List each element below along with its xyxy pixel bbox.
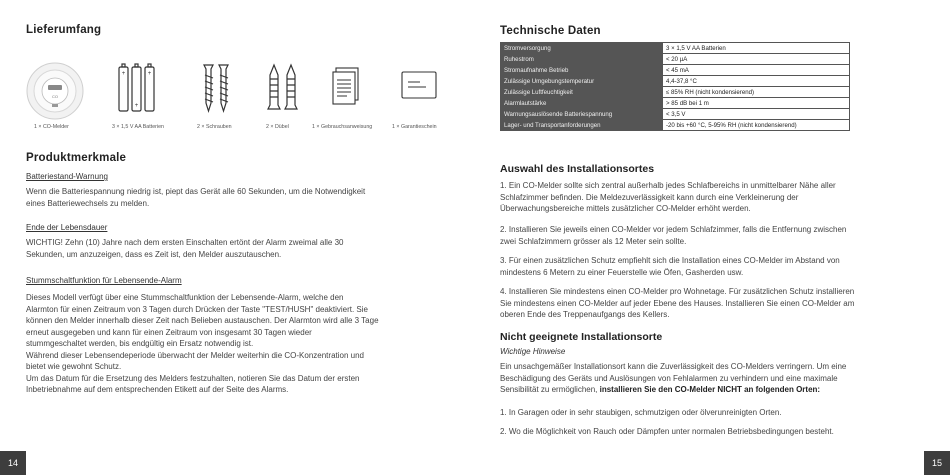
features-title: Produktmerkmale (26, 152, 127, 164)
right-page (475, 0, 950, 475)
caption-batteries: 3 × 1,5 V AA Batterien (112, 124, 164, 130)
package-contents-captions (22, 124, 462, 134)
location-item-3: 3. Für einen zusätzlichen Schutz empfiehlt sich die Installation eines CO-Melder im Abstand von mindestens 6 Metern zu einer Feuerstelle wie Öfen, Gasherden usw. (500, 256, 840, 277)
tech-row-label: Zulässige Umgebungstemperatur (501, 76, 663, 87)
tech-row-label: Zulässige Luftfeuchtigkeit (501, 87, 663, 98)
tech-row (501, 109, 850, 120)
location-item-1: 1. Ein CO-Melder sollte sich zentral außerhalb jedes Schlafbereichs in unmittelbarer Nähe aller Schlafzimmer befinden. Die Meldezuverlässigkeit kann durch eine Verkleinerung der Überwachungsbereiche mittels zusätzlicher CO-Melder erhöht werden. (500, 181, 836, 213)
package-contents-icons (22, 58, 452, 128)
page-number-right: 15 (924, 451, 950, 475)
warranty-card-icon (400, 70, 440, 102)
wall-plugs-icon (266, 63, 300, 115)
caption-wall-plugs: 2 × Dübel (266, 124, 289, 130)
tech-row-label: Ruhestrom (501, 54, 663, 65)
tech-row-value: < 3,5 V (663, 109, 850, 120)
svg-text:+: + (147, 71, 152, 77)
caption-co-detector: 1 × CO-Melder (34, 124, 69, 130)
tech-row-label: Warnungsauslösende Batteriespannung (501, 109, 663, 120)
tech-row (501, 65, 850, 76)
unsuitable-title: Nicht geeignete Installationsorte (500, 331, 663, 343)
tech-row (501, 54, 850, 65)
end-of-life-title: Ende der Lebensdauer (26, 223, 108, 232)
tech-row (501, 43, 850, 54)
svg-text:+: + (134, 103, 139, 109)
notes-text-regular: Ein unsachgemäßer Installationsort kann die Zuverlässigkeit des CO-Melders verringern. Um eine Beschädigung des Geräts und Auslösungen von Fehlalarmen zu verhindern und eine maximale Sensibilität zu ermöglichen, (500, 362, 847, 394)
screws-icon (202, 63, 232, 115)
end-of-life-text: WICHTIG! Zehn (10) Jahre nach dem ersten Einschalten ertönt der Alarm zweimal alle 30 Sekunden, um anzuzeigen, dass es Zeit ist, den Melder auszutauschen. (26, 238, 344, 259)
location-item-4: 4. Installieren Sie mindestens einen CO-Melder pro Wohnetage. Für zusätzlichen Schutz installieren Sie mindestens einen CO-Melder auf jeder Ebene des Hauses. Installieren Sie einen CO-Melder am oberen Ende des Treppenaufgangs des Kellers. (500, 287, 855, 319)
unsuitable-item-1: 1. In Garagen oder in sehr staubigen, schmutzigen oder ölverunreinigten Orten. (500, 408, 782, 417)
unsuitable-item-2: 2. Wo die Möglichkeit von Rauch oder Dämpfen unter normalen Betriebsbedingungen besteht. (500, 427, 834, 436)
notes-text (500, 361, 940, 396)
mute-function-title: Stummschaltfunktion für Lebensende-Alarm (26, 276, 182, 285)
notes-title: Wichtige Hinweise (500, 347, 566, 356)
tech-row (501, 87, 850, 98)
co-detector-icon (22, 58, 94, 124)
battery-warning-text: Wenn die Batteriespannung niedrig ist, piept das Gerät alle 60 Sekunden, um die Notwendigkeit eines Batteriewechsels zu melden. (26, 187, 366, 208)
notes-text-bold: installieren Sie den CO-Melder NICHT an folgenden Orten: (599, 385, 821, 394)
tech-row-value: < 45 mA (663, 65, 850, 76)
tech-row-value: > 85 dB bei 1 m (663, 98, 850, 109)
package-contents-title: Lieferumfang (26, 24, 102, 36)
tech-row (501, 98, 850, 109)
tech-row-label: Alarmlautstärke (501, 98, 663, 109)
tech-row-value: 4,4-37,8 °C (663, 76, 850, 87)
caption-manual: 1 × Gebrauchsanweisung (312, 124, 373, 130)
tech-data-title: Technische Daten (500, 25, 601, 37)
location-title: Auswahl des Installationsortes (500, 163, 655, 175)
tech-row-label: Stromaufnahme Betrieb (501, 65, 663, 76)
svg-text:CO: CO (52, 94, 58, 99)
batteries-icon (117, 62, 157, 118)
location-item-2: 2. Installieren Sie jeweils einen CO-Melder vor jedem Schlafzimmer, falls die Entfernung zwischen zwei Schlafzimmern grösser als 12 Meter sein sollte. (500, 225, 847, 246)
page-number-left: 14 (0, 451, 26, 475)
tech-row-value: ≤ 85% RH (nicht kondensierend) (663, 87, 850, 98)
tech-row-value: 3 × 1,5 V AA Batterien (663, 43, 850, 54)
battery-warning-title: Batteriestand-Warnung (26, 172, 108, 181)
tech-row (501, 120, 850, 131)
tech-row-label: Stromversorgung (501, 43, 663, 54)
manual-icon (330, 66, 362, 110)
tech-data-table (500, 42, 850, 131)
tech-row-label: Lager- und Transportanforderungen (501, 120, 663, 131)
tech-row-value: -20 bis +60 °C, 5-95% RH (nicht kondensierend) (663, 120, 850, 131)
mute-function-text: Dieses Modell verfügt über eine Stummschaltfunktion der Lebensende-Alarm, welche den Alarmton für einen Zeitraum von 3 Tagen durch Drücken der Taste "TEST/HUSH" deaktiviert. Sie können den Melder innerhalb dieser Zeit nach Belieben austauschen. Der Alarmton wird alle 3 Tage erneut ausgegeben und kann für einen Zeitraum von insgesamt 30 Tagen wieder stummgeschaltet werden, bis endgültig ein Ersatz notwendig ist. Während dieser Lebensendeperiode überwacht der Melder weiterhin die CO-Konzentration und bietet wie gewohnt Schutz. Um das Datum für die Ersetzung des Melders festzuhalten, notieren Sie das Datum der ersten Inbetriebnahme auf dem entsprechenden Etikett auf der Seite des Alarms. (26, 293, 379, 394)
tech-row-value: < 20 µA (663, 54, 850, 65)
caption-warranty: 1 × Garantieschein (392, 124, 437, 130)
caption-screws: 2 × Schrauben (197, 124, 232, 130)
svg-text:+: + (121, 71, 126, 77)
tech-row (501, 76, 850, 87)
